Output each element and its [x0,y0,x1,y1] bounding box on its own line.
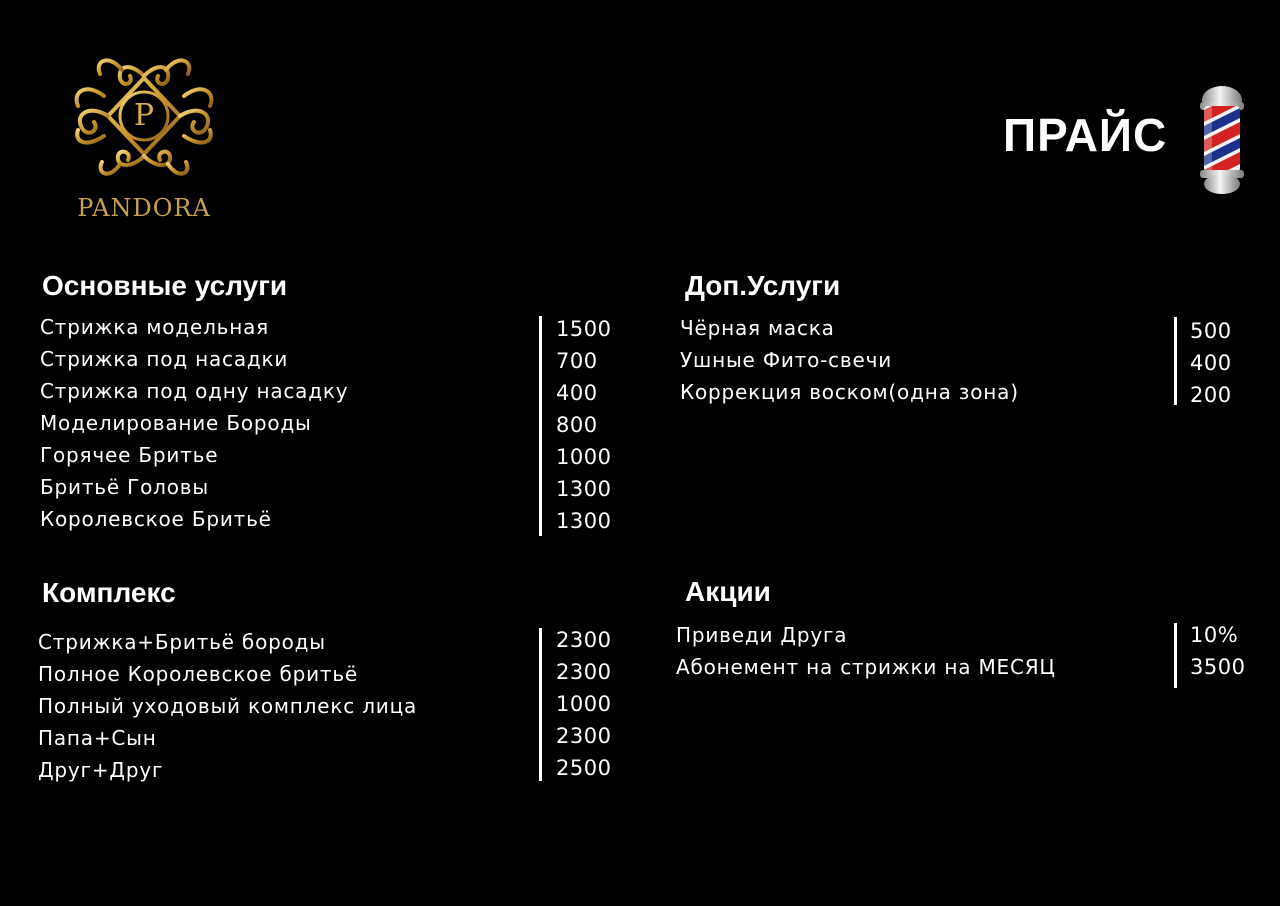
service-price: 200 [1190,383,1232,407]
service-name: Стрижка под одну насадку [40,379,349,403]
service-name: Ушные Фито-свечи [680,348,893,372]
service-name: Папа+Сын [38,726,157,750]
brand-name: PANDORA [77,194,211,222]
promo-price: 10% [1190,623,1239,647]
promo-prices-list [1190,619,1245,683]
brand-logo [60,48,228,226]
extra-services-list [680,312,1019,408]
service-price: 1500 [556,317,612,341]
promo-list [676,619,1056,683]
barber-pole-icon [1196,84,1248,196]
complex-prices-list [556,624,611,784]
divider [539,628,542,781]
divider [1174,623,1177,688]
extra-prices-list [1190,315,1232,411]
main-services-list [40,311,348,535]
service-price: 1000 [556,445,612,469]
promo-price: 3500 [1190,655,1246,679]
service-name: Стрижка модельная [40,315,270,339]
main-prices-list [556,313,611,537]
service-price: 2500 [556,756,612,780]
service-name: Бритьё Головы [40,475,209,499]
section-title-extra: Доп.Услуги [685,270,841,301]
service-price: 2300 [556,660,612,684]
service-price: 2300 [556,724,612,748]
section-title-main: Основные услуги [42,270,288,301]
service-price: 400 [1190,351,1232,375]
logo-letter: P [133,98,155,133]
service-name: Горячее Бритье [40,443,219,467]
promo-name: Приведи Друга [676,623,848,647]
service-name: Королевское Бритьё [40,507,272,531]
divider [1174,317,1177,405]
service-name: Стрижка под насадки [40,347,289,371]
service-price: 1300 [556,477,612,501]
service-name: Коррекция воском(одна зона) [680,380,1019,404]
section-title-complex: Комплекс [42,577,176,608]
service-price: 400 [556,381,598,405]
service-price: 1300 [556,509,612,533]
page-title: ПРАЙС [1003,109,1168,161]
service-name: Стрижка+Бритьё бороды [38,630,326,654]
section-title-promo: Акции [685,576,771,607]
service-price: 700 [556,349,598,373]
service-name: Друг+Друг [38,758,164,782]
service-name: Чёрная маска [680,316,835,340]
service-name: Полный уходовый комплекс лица [38,694,418,718]
service-name: Полное Королевское бритьё [38,662,359,686]
promo-name: Абонемент на стрижки на МЕСЯЦ [676,655,1056,679]
complex-services-list [38,626,417,786]
service-price: 500 [1190,319,1232,343]
service-name: Моделирование Бороды [40,411,312,435]
service-price: 2300 [556,628,612,652]
service-price: 800 [556,413,598,437]
service-price: 1000 [556,692,612,716]
divider [539,316,542,536]
